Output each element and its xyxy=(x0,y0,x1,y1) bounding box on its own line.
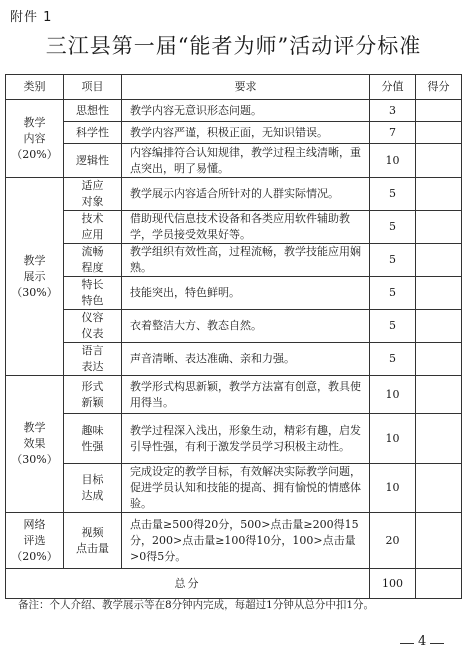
score-cell: 3 xyxy=(370,100,416,122)
page-number-rule-left xyxy=(400,643,414,644)
item-line: 新颖 xyxy=(81,395,104,409)
table-row xyxy=(6,178,462,211)
item-cell xyxy=(64,414,122,464)
item-line: 特色 xyxy=(81,294,104,307)
item-line: 应用 xyxy=(81,228,104,241)
category-line: 评选 xyxy=(23,533,46,547)
item-line: 对象 xyxy=(81,195,104,208)
category-line: 效果 xyxy=(23,437,46,450)
score-cell: 5 xyxy=(370,178,416,211)
table-row xyxy=(6,100,462,122)
page-title: 三江县第一届“能者为师”活动评分标准 xyxy=(45,34,422,58)
earned-score-input[interactable] xyxy=(416,211,462,244)
total-row xyxy=(6,569,462,599)
category-line: （20%） xyxy=(11,549,58,563)
category-cell xyxy=(6,100,64,178)
column-header-requirement: 要求 xyxy=(122,75,370,100)
total-label: 总分 xyxy=(6,569,370,599)
page-number-rule-right xyxy=(430,643,444,644)
footnote: 备注：个人介绍、教学展示等在8分钟内完成，每超过1分钟从总分中扣1分。 xyxy=(18,599,375,611)
item-cell xyxy=(64,144,122,178)
page-number: 4 xyxy=(418,634,427,649)
earned-score-input[interactable] xyxy=(416,343,462,376)
category-line: （30%） xyxy=(11,285,58,299)
requirement-cell: 完成设定的教学目标，有效解决实际教学问题，促进学员认知和技能的提高、拥有愉悦的情感体验。 xyxy=(122,464,370,513)
item-line: 思想性 xyxy=(76,103,109,117)
earned-score-input[interactable] xyxy=(416,144,462,178)
requirement-cell: 声音清晰、表达准确、亲和力强。 xyxy=(122,343,370,376)
score-cell: 5 xyxy=(370,244,416,277)
item-line: 目标 xyxy=(81,473,104,486)
item-line: 性强 xyxy=(81,439,104,453)
item-cell xyxy=(64,310,122,343)
column-header-item: 项目 xyxy=(64,75,122,100)
table-row xyxy=(6,122,462,144)
score-cell: 5 xyxy=(370,310,416,343)
total-earned-input[interactable] xyxy=(416,569,462,599)
earned-score-input[interactable] xyxy=(416,122,462,144)
item-line: 逻辑性 xyxy=(76,153,109,167)
score-cell: 7 xyxy=(370,122,416,144)
table-row xyxy=(6,513,462,569)
requirement-cell: 借助现代信息技术设备和各类应用软件辅助教学，学员接受效果好等。 xyxy=(122,211,370,244)
item-line: 流畅 xyxy=(81,245,104,258)
score-cell: 10 xyxy=(370,414,416,464)
item-cell xyxy=(64,513,122,569)
category-line: （30%） xyxy=(11,453,58,466)
table-row xyxy=(6,376,462,414)
requirement-cell: 技能突出，特色鲜明。 xyxy=(122,277,370,310)
requirement-cell: 内容编排符合认知规律，教学过程主线清晰，重点突出，明了易懂。 xyxy=(122,144,370,178)
table-row xyxy=(6,464,462,513)
score-cell: 5 xyxy=(370,277,416,310)
requirement-cell: 衣着整洁大方、教态自然。 xyxy=(122,310,370,343)
category-line: 网络 xyxy=(23,517,46,531)
column-header-score: 分值 xyxy=(370,75,416,100)
item-line: 视频 xyxy=(81,525,104,539)
earned-score-input[interactable] xyxy=(416,513,462,569)
item-line: 仪容 xyxy=(81,311,104,324)
requirement-cell: 点击量≥500得20分，500>点击量≥200得15分，200>点击量≥100得10分，100>点击量>0得5分。 xyxy=(122,513,370,569)
earned-score-input[interactable] xyxy=(416,178,462,211)
earned-score-input[interactable] xyxy=(416,100,462,122)
item-cell xyxy=(64,211,122,244)
score-cell: 5 xyxy=(370,343,416,376)
item-line: 适应 xyxy=(81,179,104,192)
item-line: 趣味 xyxy=(81,423,104,437)
score-cell: 10 xyxy=(370,144,416,178)
category-cell xyxy=(6,178,64,376)
column-header-category: 类别 xyxy=(6,75,64,100)
table-row xyxy=(6,211,462,244)
item-line: 科学性 xyxy=(76,125,109,139)
score-cell: 5 xyxy=(370,211,416,244)
score-cell: 10 xyxy=(370,464,416,513)
item-line: 仪表 xyxy=(81,327,104,340)
earned-score-input[interactable] xyxy=(416,277,462,310)
item-line: 程度 xyxy=(81,261,104,274)
item-line: 形式 xyxy=(81,379,104,393)
table-body xyxy=(6,100,462,599)
requirement-cell: 教学内容无意识形态问题。 xyxy=(122,100,370,122)
category-line: 教学 xyxy=(23,253,46,267)
item-line: 点击量 xyxy=(76,541,109,555)
requirement-cell: 教学形式构思新颖，教学方法富有创意，教具使用得当。 xyxy=(122,376,370,414)
item-cell xyxy=(64,464,122,513)
category-cell xyxy=(6,513,64,569)
table-row xyxy=(6,310,462,343)
table-row xyxy=(6,244,462,277)
category-line: 展示 xyxy=(23,269,46,283)
item-cell xyxy=(64,122,122,144)
score-cell: 10 xyxy=(370,376,416,414)
score-cell: 20 xyxy=(370,513,416,569)
earned-score-input[interactable] xyxy=(416,464,462,513)
item-line: 达成 xyxy=(81,489,104,502)
earned-score-input[interactable] xyxy=(416,244,462,277)
item-line: 语言 xyxy=(81,344,104,357)
item-cell xyxy=(64,100,122,122)
earned-score-input[interactable] xyxy=(416,414,462,464)
requirement-cell: 教学内容严谨，积极正面，无知识错误。 xyxy=(122,122,370,144)
item-line: 特长 xyxy=(81,278,104,291)
category-line: （20%） xyxy=(11,147,58,161)
scoring-table xyxy=(5,74,462,599)
item-line: 表达 xyxy=(81,360,104,373)
category-line: 教学 xyxy=(23,421,46,434)
item-line: 技术 xyxy=(81,212,104,225)
column-header-got: 得分 xyxy=(416,75,462,100)
item-cell xyxy=(64,178,122,211)
total-score: 100 xyxy=(370,569,416,599)
requirement-cell: 教学展示内容适合所针对的人群实际情况。 xyxy=(122,178,370,211)
requirement-cell: 教学过程深入浅出，形象生动，精彩有趣，启发引导性强，有利于激发学员学习积极主动性。 xyxy=(122,414,370,464)
item-cell xyxy=(64,277,122,310)
item-cell xyxy=(64,343,122,376)
category-line: 教学 xyxy=(23,115,46,129)
table-row xyxy=(6,414,462,464)
item-cell xyxy=(64,376,122,414)
table-row xyxy=(6,343,462,376)
table-row xyxy=(6,277,462,310)
earned-score-input[interactable] xyxy=(416,376,462,414)
category-line: 内容 xyxy=(23,131,46,145)
category-cell xyxy=(6,376,64,513)
requirement-cell: 教学组织有效性高，过程流畅，教学技能应用娴熟。 xyxy=(122,244,370,277)
table-header-row xyxy=(6,75,462,100)
earned-score-input[interactable] xyxy=(416,310,462,343)
item-cell xyxy=(64,244,122,277)
attachment-label: 附件 1 xyxy=(10,10,53,25)
table-row xyxy=(6,144,462,178)
